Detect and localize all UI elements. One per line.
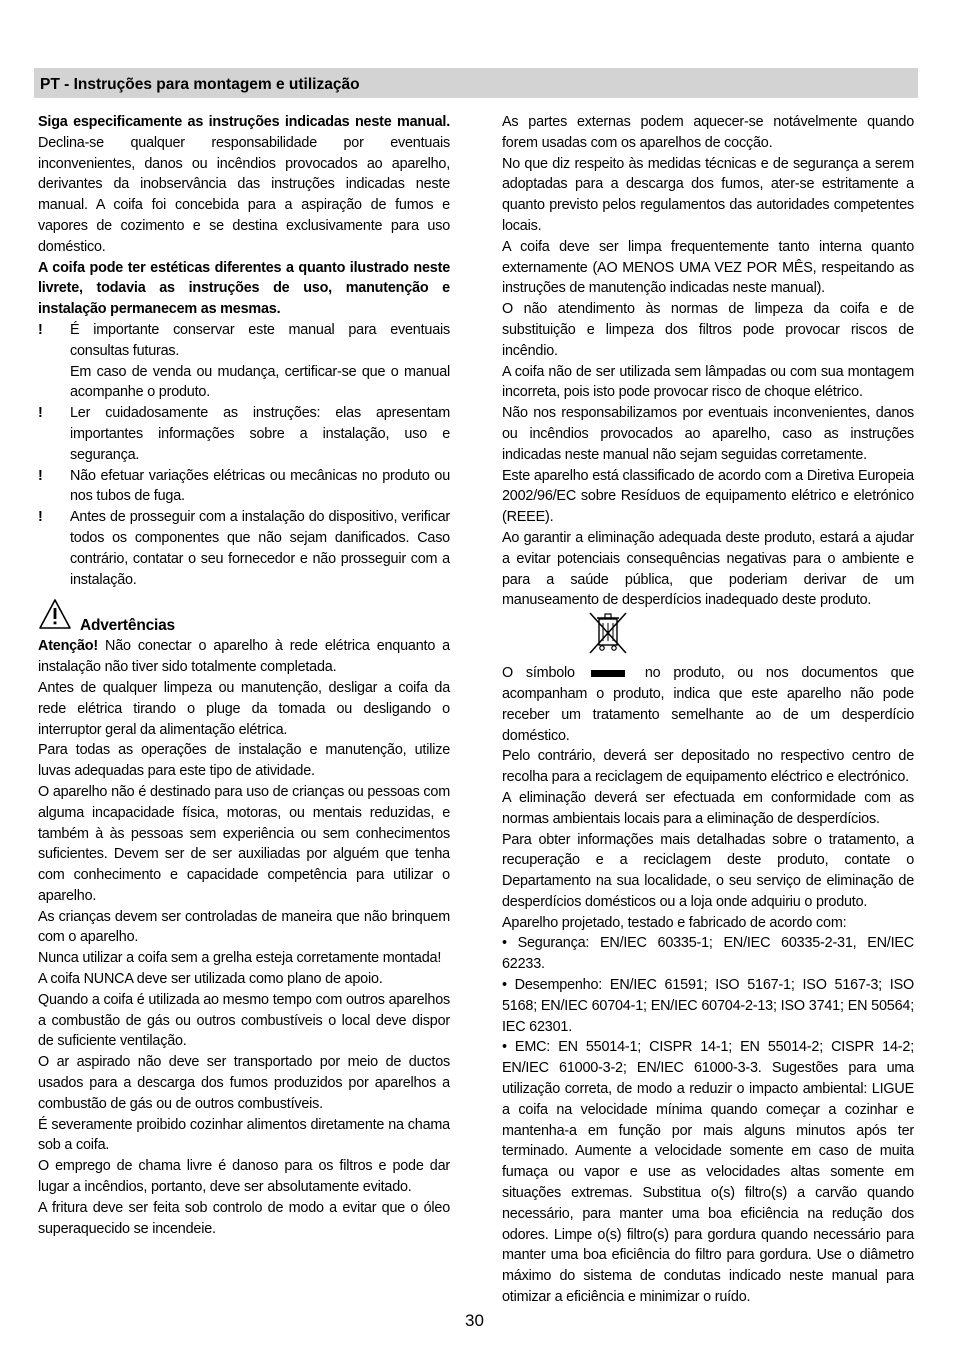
bullet-item xyxy=(38,466,450,508)
warning-paragraph: A coifa NUNCA deve ser utilizada como plano de apoio. xyxy=(38,971,383,988)
info-paragraph: No que diz respeito às medidas técnicas e de segurança a serem adoptadas para a descarga dos fumos, ater-se estritamente a quanto previsto pelos regulamentos das autoridades competentes locais. xyxy=(502,155,914,234)
info-paragraph: A coifa não de ser utilizada sem lâmpadas ou com sua montagem incorreta, pois isto pode provocar risco de choque elétrico. xyxy=(502,363,914,401)
intro-bold: Siga especificamente as instruções indicadas neste manual. xyxy=(38,114,450,130)
info-paragraph: Não nos responsabilizamos por eventuais inconvenientes, danos ou incêndios provocados ao aparelho, caso as instruções indicadas neste manual não sejam seguidas corretamente. xyxy=(502,405,914,463)
intro-bold-paragraph xyxy=(38,258,450,320)
bullet-text: Antes de prosseguir com a instalação do dispositivo, verificar todos os componentes que não sejam danificados. Caso contrário, contatar o seu fornecedor e não prosseguir com a instalação. xyxy=(70,509,450,588)
info-paragraph: Pelo contrário, deverá ser depositado no respectivo centro de recolha para a reciclagem de equipamento eléctrico e electrónico. xyxy=(502,748,914,786)
bullet-continuation: Em caso de venda ou mudança, certificar-se que o manual acompanhe o produto. xyxy=(70,363,450,401)
info-paragraph: Este aparelho está classificado de acordo com a Diretiva Europeia 2002/96/EC sobre Resíduos de equipamento elétrico e eletrónico (REEE). xyxy=(502,467,914,526)
crossed-out-bin-icon xyxy=(586,609,630,655)
info-paragraph: A coifa deve ser limpa frequentemente tanto interna quanto externamente (AO MENOS UMA VEZ POR MÊS, respeitando as instruções de manutenção indicadas neste manual). xyxy=(502,238,914,297)
standards-safety: • Segurança: EN/IEC 60335-1; EN/IEC 60335-2-31, EN/IEC 62233. xyxy=(502,935,914,973)
warning-paragraph: O emprego de chama livre é danoso para os filtros e pode dar lugar a incêndios, portanto, deve ser absolutamente evitado. xyxy=(38,1158,450,1196)
intro-text: Declina-se qualquer responsabilidade por eventuais inconvenientes, danos ou incêndios provocados ao aparelho, derivantes da inobservância das instruções indicadas neste manual. A coifa foi concebida para a aspiração de fumos e vapores de cozimento e se destina exclusivamente para uso doméstico. xyxy=(38,134,450,255)
warning-paragraph: O aparelho não é destinado para uso de crianças ou pessoas com alguma incapacidade física, motoras, ou mentais reduzidas, e também à às pessoas sem experiência ou sem conhecimentos suficientes. Devem ser de ser auxiliadas por alguém que tenha com conhecimento e capacidade competência para utilizar o aparelho. xyxy=(38,783,450,904)
bullet-item xyxy=(38,320,450,362)
warning-paragraph: Antes de qualquer limpeza ou manutenção, desligar a coifa da rede elétrica tirando o pluge da tomada ou desligando o interruptor geral da alimentação elétrica. xyxy=(38,679,450,738)
warning-paragraph: Nunca utilizar a coifa sem a grelha esteja corretamente montada! xyxy=(38,950,442,967)
exclamation-mark: ! xyxy=(38,509,43,526)
warning-paragraph: O ar aspirado não deve ser transportado por meio de ductos usados para a descarga dos fumos produzidos por aparelhos a combustão de gás ou de outros combustíveis. xyxy=(38,1054,450,1112)
right-column xyxy=(502,112,914,1308)
warning-paragraph: É severamente proibido cozinhar alimentos diretamente na chama sob a coifa. xyxy=(38,1116,450,1154)
warning-paragraph: As crianças devem ser controladas de maneira que não brinquem com o aparelho. xyxy=(38,908,450,946)
warnings-title: Advertências xyxy=(80,617,175,635)
bullet-text: Não efetuar variações elétricas ou mecânicas no produto ou nos tubos de fuga. xyxy=(70,467,450,505)
info-paragraph: As partes externas podem aquecer-se notávelmente quando forem usadas com os aparelhos de cocção. xyxy=(502,114,914,151)
exclamation-mark: ! xyxy=(38,321,43,338)
info-paragraph: Ao garantir a eliminação adequada deste produto, estará a ajudar a evitar potenciais consequências negativas para o ambiente e para a saúde pública, que poderiam derivar de um manuseamento de desperdícios inadequado deste produto. xyxy=(502,529,914,609)
weee-symbol-paragraph xyxy=(502,663,914,746)
standards-performance: • Desempenho: EN/IEC 61591; ISO 5167-1; ISO 5167-3; ISO 5168; EN/IEC 60704-1; EN/IEC 60704-2-13; ISO 3741; EN 50564; IEC 62301. xyxy=(502,977,914,1035)
attention-bold: Atenção! xyxy=(38,638,98,655)
info-paragraph: Aparelho projetado, testado e fabricado de acordo com: xyxy=(502,914,847,931)
symbol-before-text: O símbolo xyxy=(502,665,575,682)
bullet-item xyxy=(38,403,450,465)
weee-symbol-row xyxy=(502,611,914,663)
warning-triangle-icon xyxy=(38,598,72,637)
info-paragraph: O não atendimento às normas de limpeza da coifa e de substituição e limpeza dos filtros pode provocar riscos de incêndio. xyxy=(502,301,914,359)
left-column xyxy=(38,112,450,1239)
exclamation-mark: ! xyxy=(38,405,43,422)
info-paragraph: Para obter informações mais detalhadas sobre o tratamento, a recuperação e a reciclagem deste produto, contate o Departamento na sua localidade, o seu serviço de eliminação de desperdícios domésticos ou a loja onde adquiriu o produto. xyxy=(502,831,914,910)
intro-paragraph xyxy=(38,112,450,258)
weee-bar-symbol xyxy=(591,670,625,677)
warning-paragraph: Para todas as operações de instalação e manutenção, utilize luvas adequadas para este tipo de atividade. xyxy=(38,742,450,780)
warnings-heading xyxy=(38,602,450,636)
bullet-item xyxy=(38,507,450,590)
symbol-after-text: no produto, ou nos documentos que acompanham o produto, indica que este aparelho não pode receber um tratamento semelhante ao de um desperdício doméstico. xyxy=(502,665,915,744)
attention-paragraph xyxy=(38,636,450,678)
warning-paragraph: Quando a coifa é utilizada ao mesmo tempo com outros aparelhos a combustão de gás ou outros combustíveis o local deve dispor de suficiente ventilação. xyxy=(38,991,450,1050)
warning-paragraph: A fritura deve ser feita sob controlo de modo a evitar que o óleo superaquecido se incendeie. xyxy=(38,1199,450,1237)
intro-bold-2: A coifa pode ter estéticas diferentes a quanto ilustrado neste livrete, todavia as instruções de uso, manutenção e instalação permanecem as mesmas. xyxy=(38,259,450,318)
attention-text: Não conectar o aparelho à rede elétrica enquanto a instalação não tiver sido totalmente completada. xyxy=(38,638,450,676)
bullet-text: É importante conservar este manual para eventuais consultas futuras. xyxy=(70,321,450,359)
bullet-text: Ler cuidadosamente as instruções: elas apresentam importantes informações sobre a instalação, uso e segurança. xyxy=(70,405,450,463)
section-header xyxy=(34,68,918,98)
exclamation-mark: ! xyxy=(38,467,43,484)
section-title: PT - Instruções para montagem e utilização xyxy=(40,76,360,93)
info-paragraph: A eliminação deverá ser efectuada em conformidade com as normas ambientais locais para a eliminação de desperdícios. xyxy=(502,789,914,827)
standards-emc-and-tips: • EMC: EN 55014-1; CISPR 14-1; EN 55014-2; CISPR 14-2; EN/IEC 61000-3-2; EN/IEC 61000-3-3. Sugestões para uma utilização correta, de modo a reduzir o impacto ambiental: LIGUE a coifa na velocidade mínima quando começar a cozinhar e mantenha-a em função por mais alguns minutos após ter terminado. Aumente a velocidade somente em caso de muita fumaça ou vapor e use as velocidades altas somente em situações extremas. Substitua o(s) filtro(s) a carvão quando necessário, para manter uma boa eficiência na redução dos odores. Limpe o(s) filtro(s) para gordura quando necessário para manter uma boa eficiência do filtro para gordura. Use o diâmetro máximo do sistema de condutas indicado neste manual para otimizar a eficiência e minimizar o ruído. xyxy=(502,1039,914,1306)
page-number: 30 xyxy=(465,1311,484,1330)
